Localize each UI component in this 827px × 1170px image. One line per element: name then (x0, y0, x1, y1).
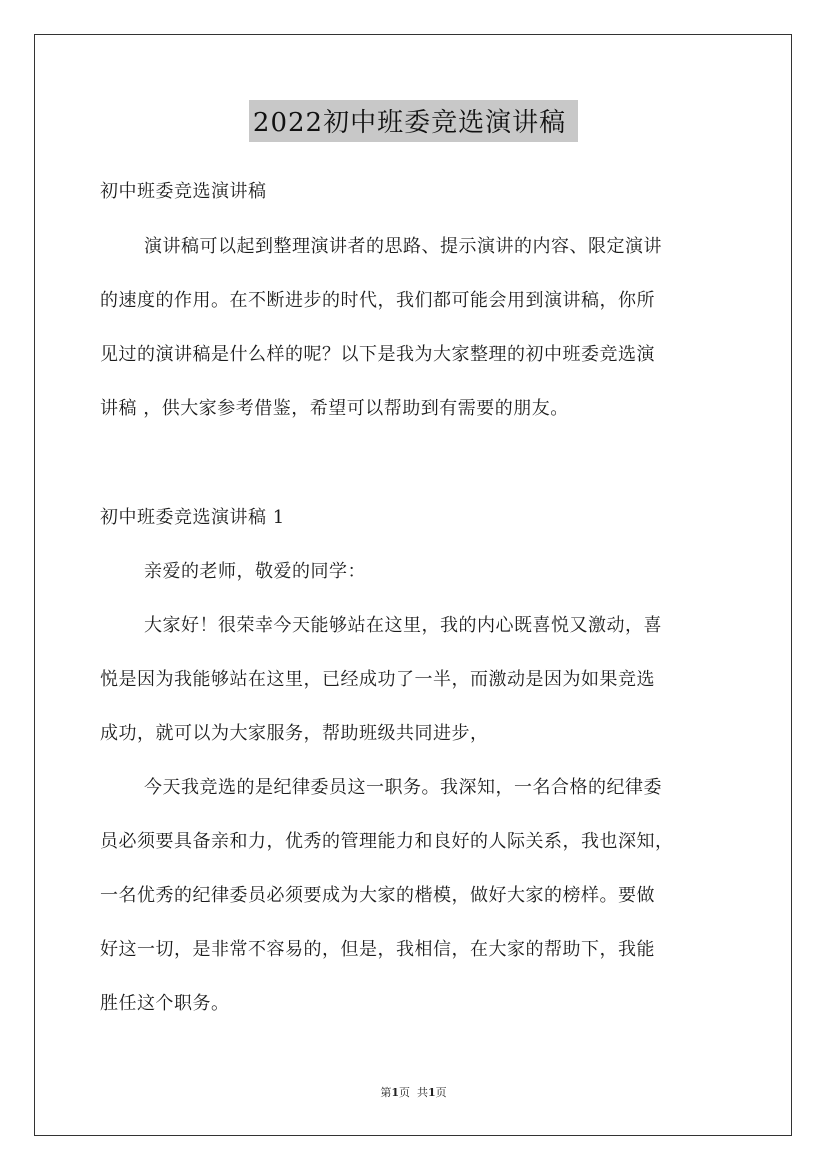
intro-line: 见过的演讲稿是什么样的呢？以下是我为大家整理的初中班委竞选演 (100, 344, 655, 365)
paragraph-line: 好这一切，是非常不容易的，但是，我相信，在大家的帮助下，我能 (100, 939, 655, 960)
title-container (0, 100, 827, 142)
footer-total-unit: 页 (435, 1086, 447, 1099)
page-footer (0, 1084, 827, 1100)
footer-total-prefix: 共 (417, 1086, 428, 1099)
document-title: 2022初中班委竞选演讲稿 (249, 100, 578, 142)
footer-page-number: 1 (391, 1086, 399, 1099)
subheading-speech-1: 初中班委竞选演讲稿 1 (100, 507, 285, 528)
footer-total-number: 1 (428, 1086, 436, 1099)
paragraph-line: 成功，就可以为大家服务，帮助班级共同进步， (100, 723, 489, 744)
paragraph-line: 大家好！很荣幸今天能够站在这里，我的内心既喜悦又激动，喜 (144, 615, 662, 636)
paragraph-line: 胜任这个职务。 (100, 993, 230, 1014)
paragraph-line: 今天我竞选的是纪律委员这一职务。我深知，一名合格的纪律委 (144, 777, 662, 798)
greeting: 亲爱的老师，敬爱的同学： (144, 561, 366, 582)
subheading: 初中班委竞选演讲稿 (100, 181, 267, 202)
paragraph-line: 一名优秀的纪律委员必须要成为大家的楷模，做好大家的榜样。要做 (100, 885, 655, 906)
footer-page-unit: 页 (399, 1086, 410, 1099)
footer-prefix: 第 (380, 1086, 392, 1099)
intro-line: 演讲稿可以起到整理演讲者的思路、提示演讲的内容、限定演讲 (144, 236, 662, 257)
paragraph-line: 悦是因为我能够站在这里，已经成功了一半，而激动是因为如果竞选 (100, 669, 655, 690)
paragraph-line: 员必须要具备亲和力，优秀的管理能力和良好的人际关系，我也深知， (100, 831, 674, 852)
intro-line: 讲稿 ，供大家参考借鉴，希望可以帮助到有需要的朋友。 (100, 398, 569, 419)
intro-line: 的速度的作用。在不断进步的时代，我们都可能会用到演讲稿，你所 (100, 290, 655, 311)
